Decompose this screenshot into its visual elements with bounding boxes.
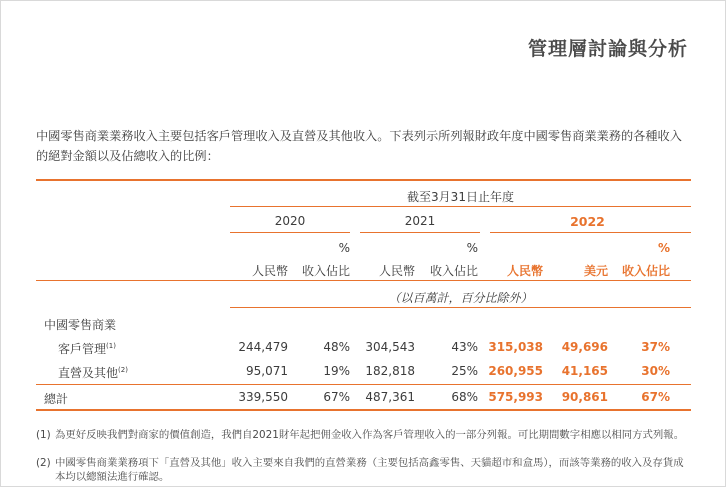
footnote-2-number: (2)	[36, 457, 51, 469]
pct-symbol-2020: %	[338, 241, 350, 255]
intro-paragraph: 中國零售商業業務收入主要包括客戶管理收入及直營及其他收入。下表列示所列報財政年度中國零售商業業務的各種收入的絕對金額以及佔總收入的比例：	[36, 129, 682, 163]
header-bottom-rule	[36, 280, 691, 281]
table-top-rule	[36, 179, 691, 181]
cell-total-pct-2020: 67%	[323, 390, 350, 404]
pct-symbol-2021: %	[466, 241, 478, 255]
year-rule-2020	[230, 232, 350, 233]
year-rule-2021	[360, 232, 480, 233]
cell-row2-usd-2022: 41,165	[561, 364, 608, 378]
cell-row1-rmb-2021: 304,543	[365, 340, 415, 354]
footnote-1-text: 為更好反映我們對商家的價值創造，我們自2021財年起把佣金收入作為客戶管理收入的一部分列報。可比期間數字相應以相同方式列報。	[55, 429, 685, 441]
col-rmb-2021: 人民幣	[378, 264, 415, 278]
section-label: 中國零售商業	[44, 318, 117, 332]
period-rule	[230, 206, 691, 207]
row-label-customer-management: 客戶管理$^{(1)}$	[58, 342, 116, 356]
cell-total-rmb-2022: 575,993	[488, 390, 543, 404]
col-pct-2022: 收入佔比	[621, 264, 670, 278]
pct-symbol-2022: %	[657, 241, 670, 255]
cell-row2-pct-2020: 19%	[323, 364, 350, 378]
cell-row2-rmb-2021: 182,818	[365, 364, 415, 378]
cell-row2-pct-2022: 30%	[641, 364, 670, 378]
year-2021: 2021	[404, 214, 436, 228]
table-bottom-rule	[36, 409, 691, 411]
year-rule-2022	[490, 232, 691, 233]
year-2020: 2020	[274, 214, 306, 228]
year-2022: 2022	[570, 214, 605, 229]
col-rmb-2020: 人民幣	[251, 264, 288, 278]
total-label: 總計	[44, 392, 69, 406]
unit-note: （以百萬計，百分比除外）	[388, 291, 533, 305]
period-header: 截至3月31日止年度	[407, 190, 514, 204]
col-pct-2021: 收入佔比	[429, 264, 478, 278]
row-label-direct-sales: 直營及其他$^{(2)}$	[58, 366, 128, 380]
cell-total-pct-2021: 68%	[451, 390, 478, 404]
cell-row1-rmb-2022: 315,038	[488, 340, 543, 354]
cell-row1-pct-2021: 43%	[451, 340, 478, 354]
unit-note-rule	[230, 307, 691, 308]
page-title: 管理層討論與分析	[527, 38, 688, 60]
cell-total-usd-2022: 90,861	[561, 390, 608, 404]
cell-row1-rmb-2020: 244,479	[238, 340, 288, 354]
total-top-rule	[36, 384, 691, 385]
col-pct-2020: 收入佔比	[301, 264, 350, 278]
cell-total-rmb-2020: 339,550	[238, 390, 288, 404]
footnote-2-text: 中國零售商業業務項下「直營及其他」收入主要來自我們的直營業務（主要包括高鑫零售、天貓超市和盒馬），而該等業務的收入及存貨成本均以總額法進行確認。	[55, 457, 684, 483]
cell-total-rmb-2021: 487,361	[365, 390, 415, 404]
cell-row2-rmb-2020: 95,071	[246, 364, 288, 378]
cell-total-pct-2022: 67%	[641, 390, 670, 404]
col-rmb-2022: 人民幣	[506, 264, 543, 278]
cell-row2-pct-2021: 25%	[451, 364, 478, 378]
cell-row1-pct-2020: 48%	[323, 340, 350, 354]
cell-row2-rmb-2022: 260,955	[488, 364, 543, 378]
cell-row1-usd-2022: 49,696	[561, 340, 608, 354]
col-usd-2022: 美元	[583, 264, 608, 278]
cell-row1-pct-2022: 37%	[641, 340, 670, 354]
footnote-1-number: (1)	[36, 429, 51, 441]
